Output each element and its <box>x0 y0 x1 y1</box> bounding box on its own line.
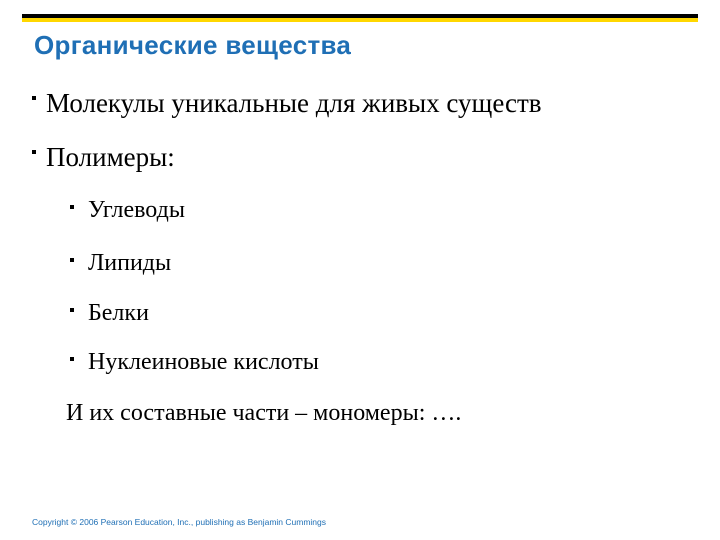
bullet-marker-icon <box>70 205 74 209</box>
bullet-item <box>32 142 175 173</box>
bullet-marker-icon <box>32 96 36 100</box>
bullet-item <box>32 88 542 119</box>
bullet-text: Молекулы уникальные для живых существ <box>46 88 542 118</box>
sub-bullet-text: Липиды <box>88 250 172 276</box>
sub-bullet-item <box>70 250 171 277</box>
header-rule-yellow <box>22 18 698 22</box>
bullet-marker-icon <box>70 357 74 361</box>
bullet-marker-icon <box>32 150 36 154</box>
sub-bullet-text: Белки <box>88 300 149 326</box>
note-text: И их составные части – мономеры: …. <box>66 400 462 426</box>
bullet-marker-icon <box>70 308 74 312</box>
bullet-text: Полимеры: <box>46 142 175 172</box>
copyright-footer: Copyright © 2006 Pearson Education, Inc., publishing as Benjamin Cummings <box>32 517 327 527</box>
slide-title: Органические вещества <box>34 30 352 60</box>
bullet-marker-icon <box>70 258 74 262</box>
sub-bullet-item <box>70 300 149 327</box>
sub-bullet-text: Углеводы <box>88 197 185 223</box>
sub-bullet-text: Нуклеиновые кислоты <box>88 349 319 375</box>
sub-bullet-item <box>70 197 185 224</box>
sub-bullet-item <box>70 349 319 376</box>
